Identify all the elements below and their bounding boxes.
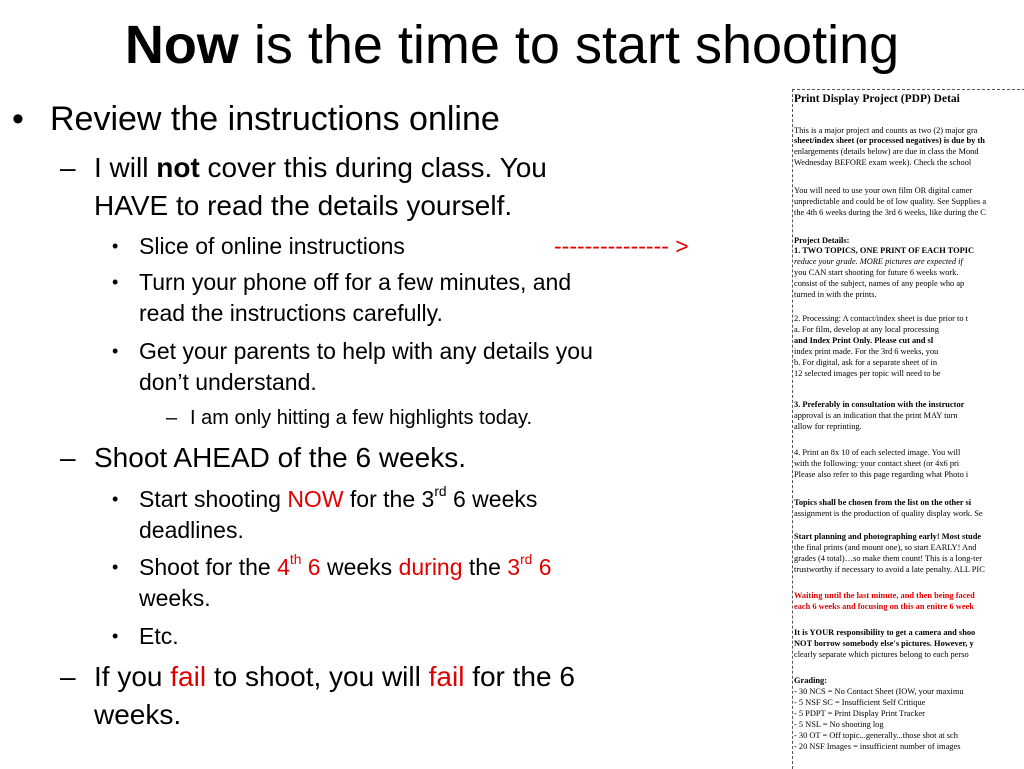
- doc-line: with the following: your contact sheet (or 4x6 pri: [794, 459, 960, 468]
- doc-line: Start planning and photographing early! Most stude: [794, 532, 982, 541]
- doc-line: 1. TWO TOPICS, ONE PRINT OF EACH TOPIC: [794, 246, 975, 255]
- doc-line: grades (4 total)…so make them count! This is a long-ter: [794, 554, 983, 563]
- bullet-parents-help-line2: don’t understand.: [139, 369, 317, 395]
- bullet-dot-icon: •: [112, 557, 119, 577]
- doc-line: 4. Print an 8x 10 of each selected image. You will: [794, 448, 961, 457]
- doc-line: the 4th 6 weeks during the 3rd 6 weeks, like during the C: [794, 208, 986, 217]
- dash-marker: –: [60, 152, 76, 183]
- doc-line: This is a major project and counts as two (2) major gra: [794, 126, 978, 135]
- bullet-phone-off-line2: read the instructions carefully.: [139, 300, 443, 326]
- text-fail-1: fail: [170, 661, 207, 692]
- text-post: cover this during class. You: [199, 152, 547, 183]
- bullet-parents-help-line1: Get your parents to help with any details you: [139, 338, 593, 364]
- text-during: during: [398, 554, 463, 580]
- bullet-dot-icon: •: [12, 100, 24, 138]
- text-pre: I will: [94, 152, 157, 183]
- title-bold-word: Now: [124, 15, 239, 75]
- doc-line: assignment is the production of quality display work. Se: [794, 509, 983, 518]
- doc-line: - 30 OT = Off topic...generally...those shot at sch: [794, 731, 958, 740]
- bullet-dot-icon: •: [112, 236, 119, 256]
- doc-line: 12 selected images per topic will need to be: [794, 369, 941, 378]
- doc-line: trustworthy if necessary to avoid a late penalty. ALL PIC: [794, 565, 985, 574]
- doc-line: - 5 NSF SC = Insufficient Self Critique: [794, 698, 926, 707]
- arrow-to-document: --------------- >: [554, 233, 689, 259]
- bullet-shoot-4th-line2: weeks.: [139, 585, 211, 611]
- text-6b: 6: [532, 554, 552, 580]
- doc-line: allow for reprinting.: [794, 422, 862, 431]
- bullet-dot-icon: •: [112, 341, 119, 361]
- bullet-dot-icon: •: [112, 626, 119, 646]
- text-mid: for the 3: [343, 486, 435, 512]
- text-mid: to shoot, you will: [206, 661, 429, 692]
- bullet-shoot-4th-line1: [139, 552, 552, 583]
- doc-line: Project Details:: [794, 236, 850, 245]
- dash-marker: –: [166, 407, 178, 429]
- doc-line: 3. Preferably in consultation with the instructor: [794, 400, 965, 409]
- doc-line: enlargements (details below) are due in class the Mond: [794, 147, 979, 156]
- doc-line: clearly separate which pictures belong to each perso: [794, 650, 969, 659]
- text-fail-2: fail: [428, 661, 465, 692]
- bullet-phone-off-line1: Turn your phone off for a few minutes, and: [139, 269, 572, 295]
- doc-line: sheet/index sheet (or processed negatives) is due by th: [794, 136, 985, 145]
- slide-title: [0, 8, 1024, 82]
- doc-line: - 5 PDPT = Print Display Print Tracker: [794, 709, 925, 718]
- text-bold-not: not: [156, 152, 200, 183]
- text-pre: Shoot for the: [139, 554, 278, 580]
- doc-line: a. For film, develop at any local processing: [794, 325, 939, 334]
- text-3: 3: [507, 554, 521, 580]
- doc-line: NOT borrow somebody else's pictures. However, y: [794, 639, 974, 648]
- doc-line: Grading:: [794, 676, 828, 685]
- doc-line: Waiting until the last minute, and then being faced: [794, 591, 975, 600]
- bullet-not-cover-line1: [94, 151, 547, 185]
- doc-line: 2. Processing: A contact/index sheet is due prior to t: [794, 314, 968, 323]
- bullet-start-now-line2: deadlines.: [139, 517, 244, 543]
- bullet-fail-line1: [94, 660, 575, 694]
- bullet-dot-icon: •: [112, 489, 119, 509]
- bullet-start-now-line1: [139, 484, 537, 515]
- doc-title: Print Display Project (PDP) Detai: [794, 93, 960, 105]
- bullet-shoot-ahead: Shoot AHEAD of the 6 weeks.: [94, 442, 466, 473]
- doc-line: You will need to use your own film OR digital camer: [794, 186, 973, 195]
- text-pre: Start shooting: [139, 486, 288, 512]
- text-sup-rd: rd: [520, 552, 533, 568]
- text-sup-th: th: [289, 552, 302, 568]
- text-now: NOW: [287, 486, 344, 512]
- doc-line: turned in with the prints.: [794, 290, 877, 299]
- bullet-dot-icon: •: [112, 272, 119, 292]
- doc-line: approval is an indication that the print MAY turn: [794, 411, 958, 420]
- doc-line: It is YOUR responsibility to get a camera and shoo: [794, 628, 976, 637]
- dash-marker: –: [60, 661, 76, 692]
- text-sup-rd: rd: [434, 484, 447, 500]
- doc-line: Topics shall be chosen from the list on the other si: [794, 498, 972, 507]
- doc-line: - 30 NCS = No Contact Sheet (IOW, your maximu: [794, 687, 964, 696]
- online-instructions-slice: [792, 89, 1024, 769]
- text-post: for the 6: [464, 661, 575, 692]
- doc-line: and Index Print Only. Please cut and sl: [794, 336, 934, 345]
- bullet-highlights-today: I am only hitting a few highlights today.: [190, 407, 533, 429]
- text-the: the: [462, 554, 508, 580]
- bullet-slice-online: Slice of online instructions: [139, 233, 405, 259]
- text-6a: 6: [301, 554, 321, 580]
- doc-line: the final prints (and mount one), so start EARLY! And: [794, 543, 977, 552]
- doc-line: index print made. For the 3rd 6 weeks, you: [794, 347, 939, 356]
- bullet-fail-line2: weeks.: [94, 699, 182, 730]
- text-pre: If you: [94, 661, 171, 692]
- doc-line: consist of the subject, names of any people who ap: [794, 279, 965, 288]
- doc-line: - 20 NSF Images = insufficient number of images: [794, 742, 961, 751]
- doc-line: Wednesday BEFORE exam week). Check the school: [794, 158, 972, 167]
- doc-line: - 5 NSL = No shooting log: [794, 720, 884, 729]
- text-4: 4: [277, 554, 290, 580]
- doc-line: Please also refer to this page regarding what Photo i: [794, 470, 969, 479]
- doc-line: each 6 weeks and focusing on this an enitre 6 week: [794, 602, 974, 611]
- doc-line: you CAN start shooting for future 6 weeks work.: [794, 268, 959, 277]
- dash-marker: –: [60, 442, 76, 473]
- text-post: 6 weeks: [446, 486, 538, 512]
- bullet-etc: Etc.: [139, 623, 179, 649]
- bullet-review-instructions: Review the instructions online: [50, 100, 500, 138]
- title-rest: is the time to start shooting: [238, 15, 900, 75]
- bullet-not-cover-line2: HAVE to read the details yourself.: [94, 190, 513, 221]
- text-weeks: weeks: [320, 554, 399, 580]
- doc-line: reduce your grade. MORE pictures are expected if: [794, 257, 963, 266]
- doc-line: unpredictable and could be of low quality. See Supplies a: [794, 197, 987, 206]
- doc-line: b. For digital, ask for a separate sheet of in: [794, 358, 938, 367]
